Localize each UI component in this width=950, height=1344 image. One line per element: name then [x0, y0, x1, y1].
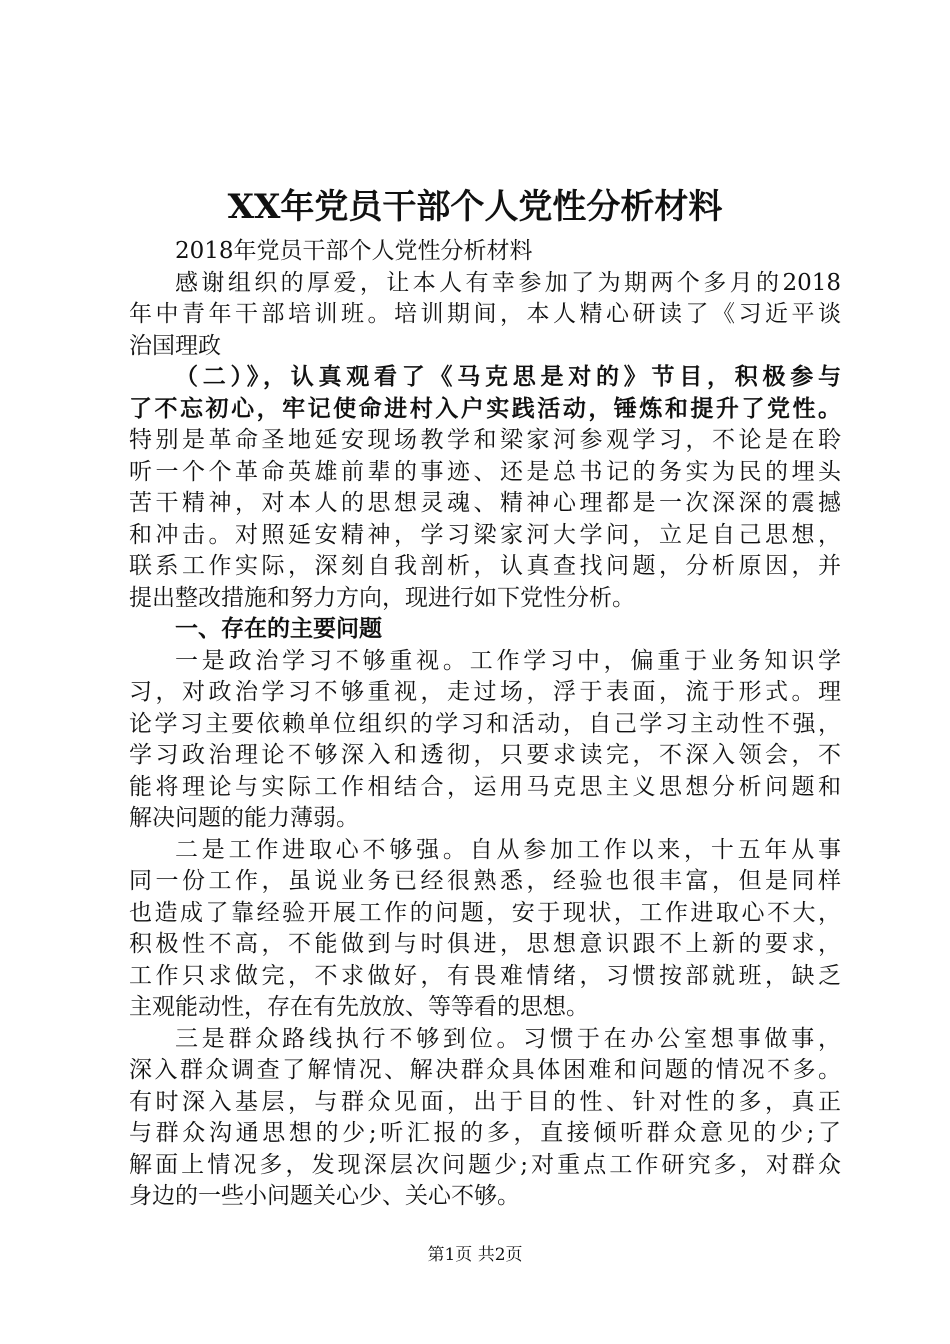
body-line: 解面上情况多，发现深层次问题少;对重点工作研究多，对群众: [129, 1151, 841, 1178]
body-line: 2018年党员干部个人党性分析材料: [175, 238, 533, 264]
body-line: 一是政治学习不够重视。工作学习中，偏重于业务知识学: [175, 647, 841, 674]
body-line: 也造成了靠经验开展工作的问题，安于现状，工作进取心不大，: [129, 899, 841, 926]
body-line: 听一个个革命英雄前辈的事迹、还是总书记的务实为民的埋头: [129, 458, 841, 485]
body-line: 身边的一些小问题关心少、关心不够。: [129, 1183, 520, 1209]
body-line: 联系工作实际，深刻自我剖析，认真查找问题，分析原因，并: [129, 553, 841, 579]
body-line: 有时深入基层，与群众见面，出于目的性、针对性的多，真正: [129, 1088, 841, 1115]
body-line: 和冲击。对照延安精神，学习梁家河大学问，立足自己思想，: [129, 521, 841, 548]
body-line: 工作只求做完，不求做好，有畏难情绪，习惯按部就班，缺乏: [129, 962, 841, 989]
page-footer: 第1页 共2页: [427, 1245, 523, 1265]
body-line: 三是群众路线执行不够到位。习惯于在办公室想事做事，: [175, 1025, 841, 1052]
body-line: 治国理政: [129, 332, 221, 359]
document-body: [129, 236, 841, 1213]
body-line: 能将理论与实际工作相结合，运用马克思主义思想分析问题和: [129, 773, 841, 800]
body-line: 提出整改措施和努力方向，现进行如下党性分析。: [129, 584, 635, 611]
body-line: 了不忘初心，牢记使命进村入户实践活动，锤炼和提升了党性。: [129, 395, 841, 422]
section-heading: 一、存在的主要问题: [175, 616, 382, 642]
body-line: （二）》，认真观看了《马克思是对的》节目，积极参与: [175, 364, 841, 390]
body-line: 积极性不高，不能做到与时俱进，思想意识跟不上新的要求，: [129, 931, 841, 957]
body-line: 习，对政治学习不够重视，走过场，浮于表面，流于形式。理: [129, 679, 841, 705]
body-line: 学习政治理论不够深入和透彻，只要求读完，不深入领会，不: [129, 742, 841, 768]
body-line: 深入群众调查了解情况、解决群众具体困难和问题的情况不多。: [129, 1057, 841, 1083]
body-line: 主观能动性，存在有先放放、等等看的思想。: [129, 994, 589, 1020]
body-line: 二是工作进取心不够强。自从参加工作以来，十五年从事: [175, 836, 841, 863]
body-line: 苦干精神，对本人的思想灵魂、精神心理都是一次深深的震撼: [129, 490, 841, 516]
body-line: 同一份工作，虽说业务已经很熟悉，经验也很丰富，但是同样: [129, 868, 841, 894]
document-title: XX年党员干部个人党性分析材料: [227, 187, 723, 227]
body-line: 解决问题的能力薄弱。: [129, 805, 359, 831]
body-line: 特别是革命圣地延安现场教学和梁家河参观学习，不论是在聆: [129, 427, 841, 453]
body-line: 感谢组织的厚爱，让本人有幸参加了为期两个多月的2018: [175, 269, 841, 296]
body-line: 年中青年干部培训班。培训期间，本人精心研读了《习近平谈: [129, 301, 841, 327]
body-line: 与群众沟通思想的少;听汇报的多，直接倾听群众意见的少;了: [129, 1120, 841, 1146]
body-line: 论学习主要依赖单位组织的学习和活动，自己学习主动性不强，: [129, 710, 841, 737]
